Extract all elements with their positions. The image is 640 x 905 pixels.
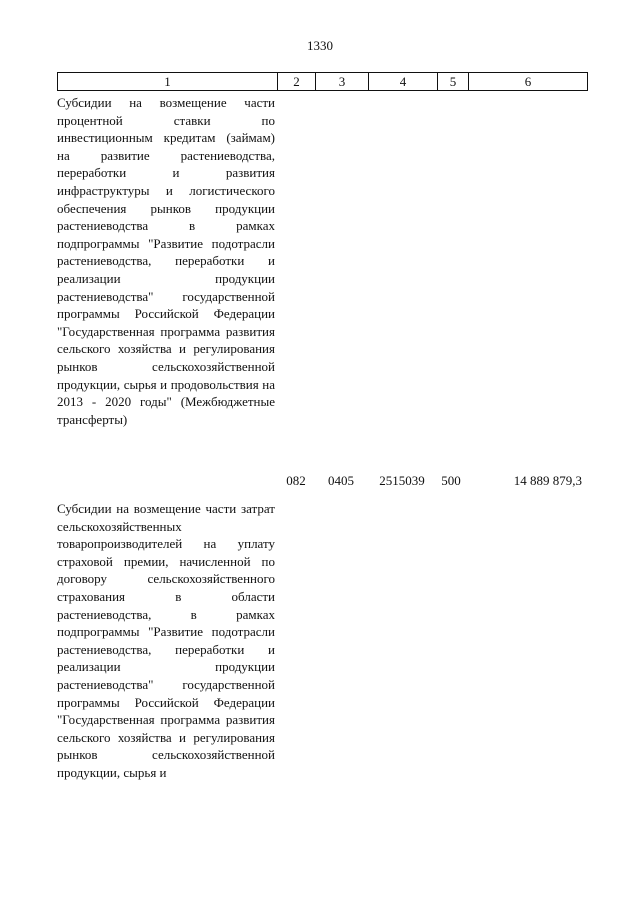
column-header-6: 6: [469, 73, 588, 91]
row-section-code: 0405: [328, 473, 354, 488]
column-header-2: 2: [278, 73, 316, 91]
row-description: Субсидии на возмещение части процентной ставки по инвестиционным кредитам (займам) на развитие растениеводства, переработки и развития инфраструктуры и логистического обеспечения рынков продукции растениеводства в рамках подпрограммы "Развитие подотрасли растениеводства, переработки и реализации продукции растениеводства" государственной программы Российской Федерации "Государственная программа развития сельского хозяйства и регулирования рынков сельскохозяйственной продукции, сырья и продовольствия на 2013 - 2020 годы" (Межбюджетные трансферты): [57, 95, 275, 427]
column-header-1: 1: [58, 73, 278, 91]
column-header-4: 4: [369, 73, 438, 91]
column-header-row: [58, 73, 588, 91]
table-row: [57, 500, 275, 782]
column-header-table: [57, 72, 588, 91]
page-number: 1330: [307, 38, 333, 53]
row-description: Субсидии на возмещение части затрат сельскохозяйственных товаропроизводителей на уплату страховой премии, начисленной по договору сельскохозяйственного страхования в области растениеводства, в рамках подпрограммы "Развитие подотрасли растениеводства, переработки и реализации продукции растениеводства" государственной программы Российской Федерации "Государственная программа развития сельского хозяйства и регулирования рынков сельскохозяйственной продукции, сырья и: [57, 501, 275, 780]
row-expense-type-code: 500: [441, 473, 461, 488]
row-target-code: 2515039: [379, 473, 425, 488]
column-header-3: 3: [316, 73, 369, 91]
row-gr-code: 082: [286, 473, 306, 488]
table-row: [57, 94, 275, 428]
column-header-5: 5: [438, 73, 469, 91]
row-amount: 14 889 879,3: [513, 473, 582, 488]
